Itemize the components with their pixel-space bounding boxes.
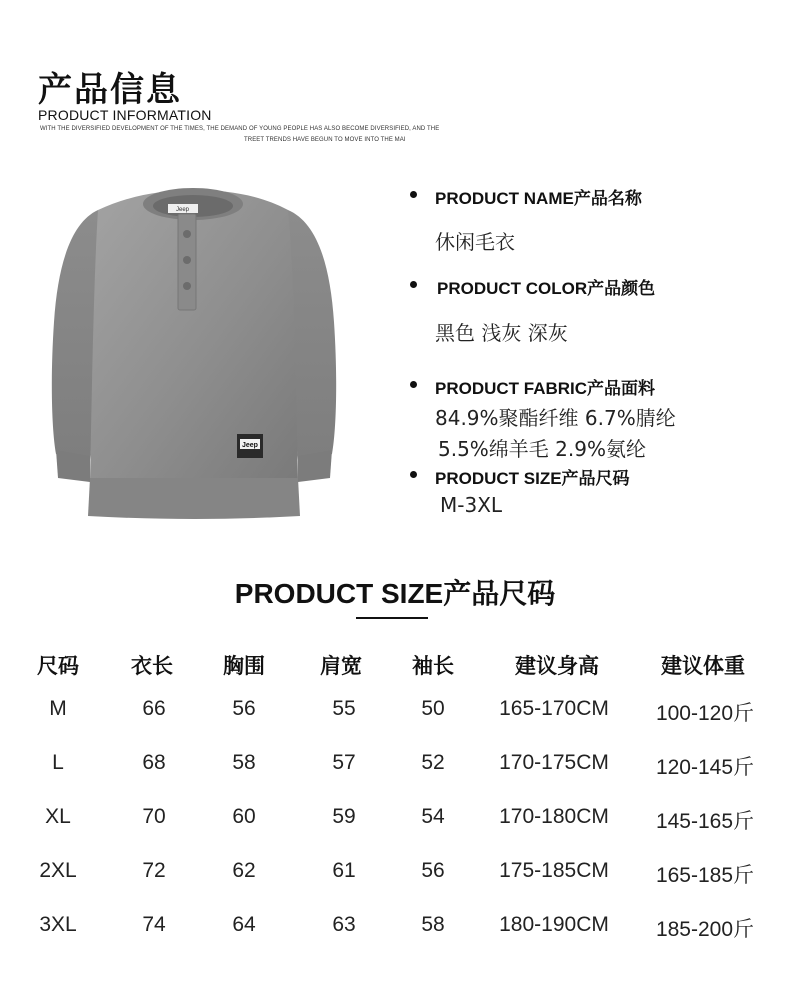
- section-title-en: PRODUCT INFORMATION: [38, 107, 212, 123]
- table-cell: 64: [232, 913, 256, 936]
- table-cell: 70: [142, 805, 166, 828]
- hem-patch-text: Jeep: [242, 442, 258, 449]
- table-cell: 170-180CM: [499, 805, 609, 828]
- table-cell: 185-200斤: [655, 918, 755, 941]
- table-cell: 56: [232, 697, 256, 720]
- product-fabric-line2: 5.5%绵羊毛 2.9%氨纶: [438, 437, 646, 461]
- table-cell: M: [49, 697, 67, 720]
- table-cell: 175-185CM: [499, 859, 609, 882]
- size-header: 尺码: [37, 654, 79, 678]
- table-cell: 56: [421, 859, 445, 882]
- product-color-label: PRODUCT COLOR产品颜色: [437, 279, 656, 298]
- table-cell: 66: [142, 697, 166, 720]
- product-image: [50, 182, 340, 522]
- table-cell: 72: [142, 859, 166, 882]
- table-cell: 52: [421, 751, 445, 774]
- table-cell: 55: [332, 697, 356, 720]
- product-name-label: PRODUCT NAME产品名称: [435, 189, 642, 208]
- section-title-cn: 产品信息: [38, 70, 182, 110]
- section-subtitle-line2: TREET TRENDS HAVE BEGUN TO MOVE INTO THE MAI: [244, 137, 406, 143]
- table-cell: 58: [232, 751, 256, 774]
- product-fabric-label: PRODUCT FABRIC产品面料: [435, 379, 656, 398]
- table-cell: 100-120斤: [655, 702, 755, 725]
- table-cell: XL: [45, 805, 71, 828]
- bullet-icon: [410, 381, 417, 388]
- table-cell: L: [52, 751, 64, 774]
- product-size-value: M-3XL: [440, 493, 503, 517]
- table-cell: 50: [421, 697, 445, 720]
- size-chart-title: PRODUCT SIZE产品尺码: [234, 578, 556, 609]
- table-cell: 3XL: [39, 913, 77, 936]
- table-cell: 120-145斤: [655, 756, 755, 779]
- height-header: 建议身高: [515, 654, 599, 678]
- table-cell: 180-190CM: [499, 913, 609, 936]
- table-cell: 63: [332, 913, 356, 936]
- chest-header: 胸围: [223, 654, 265, 678]
- table-cell: 74: [142, 913, 166, 936]
- table-cell: 170-175CM: [499, 751, 609, 774]
- bullet-icon: [410, 471, 417, 478]
- table-cell: 57: [332, 751, 356, 774]
- length-header: 衣长: [131, 654, 173, 678]
- product-size-label: PRODUCT SIZE产品尺码: [435, 469, 630, 488]
- sleeve-header: 袖长: [412, 654, 454, 678]
- product-fabric-line1: 84.9%聚酯纤维 6.7%腈纶: [435, 406, 676, 430]
- product-color-value: 黑色 浅灰 深灰: [435, 321, 568, 345]
- table-cell: 60: [232, 805, 256, 828]
- sweater-illustration: [50, 182, 340, 522]
- table-cell: 58: [421, 913, 445, 936]
- neck-label-text: Jeep: [176, 207, 190, 213]
- table-cell: 2XL: [39, 859, 77, 882]
- table-cell: 59: [332, 805, 356, 828]
- table-cell: 62: [232, 859, 256, 882]
- table-cell: 54: [421, 805, 445, 828]
- table-cell: 61: [332, 859, 356, 882]
- section-subtitle-line1: WITH THE DIVERSIFIED DEVELOPMENT OF THE TIMES, THE DEMAND OF YOUNG PEOPLE HAS ALSO BECOME DIVERSIFIED, AND THE: [40, 126, 440, 132]
- table-cell: 68: [142, 751, 166, 774]
- bullet-icon: [410, 281, 417, 288]
- product-name-value: 休闲毛衣: [435, 230, 515, 254]
- title-underline: [356, 617, 428, 619]
- weight-header: 建议体重: [661, 654, 745, 678]
- table-cell: 145-165斤: [655, 810, 755, 833]
- table-cell: 165-170CM: [499, 697, 609, 720]
- shoulder-header: 肩宽: [320, 654, 362, 678]
- table-cell: 165-185斤: [655, 864, 755, 887]
- bullet-icon: [410, 191, 417, 198]
